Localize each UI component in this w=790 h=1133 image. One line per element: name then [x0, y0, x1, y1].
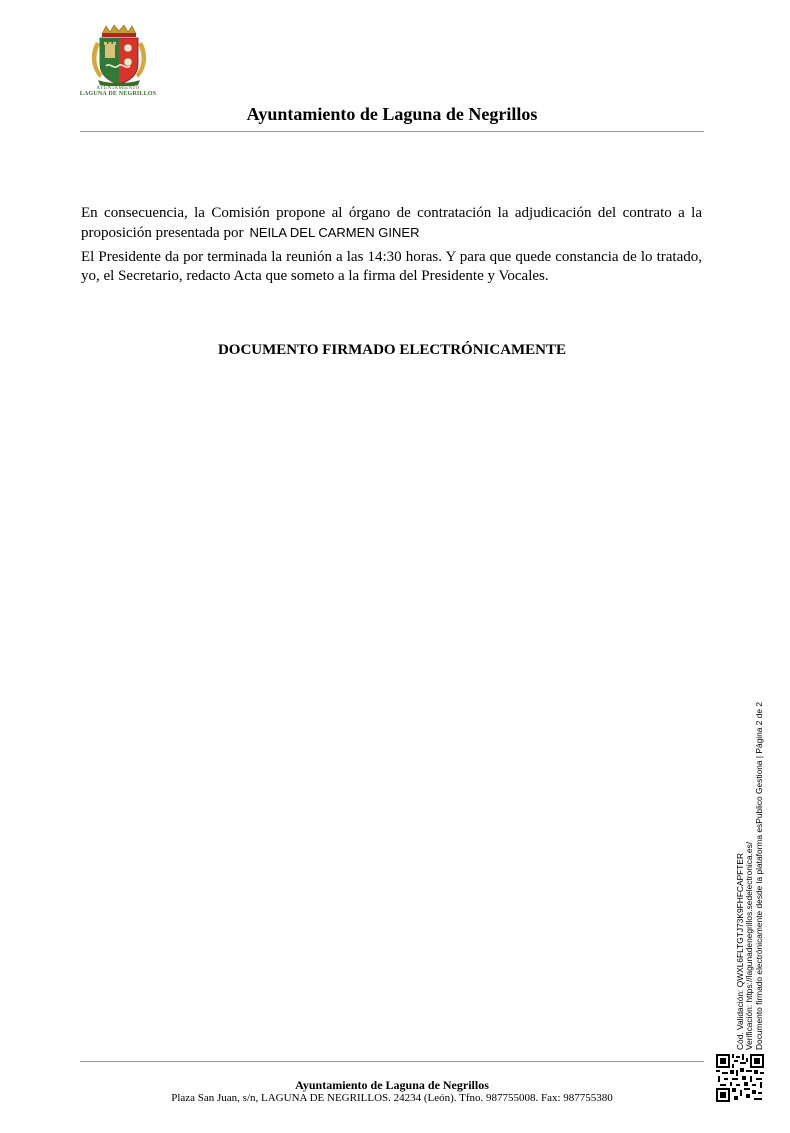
- electronic-signature-notice: DOCUMENTO FIRMADO ELECTRÓNICAMENTE: [217, 342, 567, 358]
- verification-url[interactable]: Verificación: https://lagunadenegrillos.sedelectronica.es/: [744, 841, 755, 1050]
- verification-sidebar: [736, 690, 766, 1050]
- verification-platform-note: Documento firmado electrónicamente desde la plataforma esPublico Gestiona | Página 2 de 2: [753, 701, 764, 1050]
- header-divider: [80, 131, 704, 132]
- footer-title: Ayuntamiento de Laguna de Negrillos: [295, 1078, 489, 1092]
- footer-divider: [80, 1061, 704, 1062]
- awardee-name: NEILA DEL CARMEN GINER: [249, 225, 420, 240]
- qr-code-icon: [716, 1054, 764, 1102]
- logo-caption-line2: LAGUNA DE NEGRILLOS: [79, 91, 157, 97]
- page-header-title: Ayuntamiento de Laguna de Negrillos: [246, 104, 538, 124]
- verification-code: Cód. Validación: QWXL6FLTGTJ73K9FHFCAPFTER: [735, 852, 745, 1050]
- footer-address: Plaza San Juan, s/n, LAGUNA DE NEGRILLOS. 24234 (León). Tfno. 987755008. Fax: 987755380: [171, 1092, 613, 1104]
- logo-caption: [72, 86, 164, 97]
- paragraph-adjudication-text: En consecuencia, la Comisión propone al órgano de contratación la adjudicación del contrato a la proposición presentada por: [81, 205, 702, 241]
- paragraph-closing: El Presidente da por terminada la reunión a las 14:30 horas. Y para que quede constancia de lo tratado, yo, el Secretario, redacto Acta que someto a la firma del Presidente y Vocales.: [81, 249, 702, 284]
- logo-caption-line1: AYUNTAMIENTO: [96, 86, 140, 91]
- paragraph-adjudication: [81, 204, 702, 243]
